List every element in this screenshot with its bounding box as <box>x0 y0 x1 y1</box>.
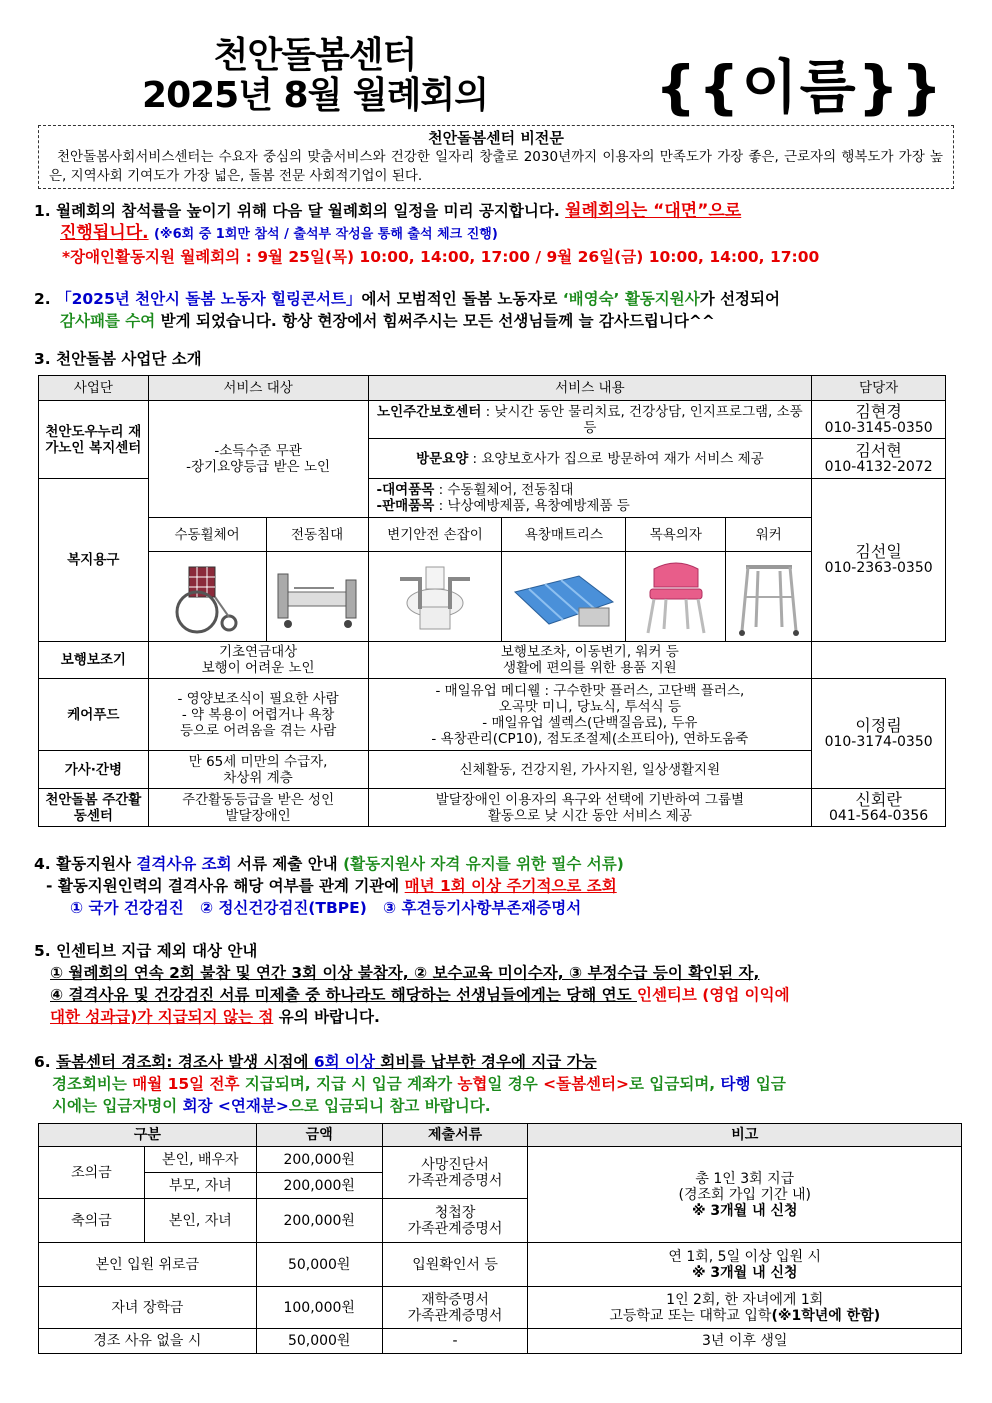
manager-phone: 010-2363-0350 <box>824 560 933 576</box>
section-2-number: 2. <box>34 290 51 308</box>
row-welfare-manager <box>812 479 946 642</box>
header-target: 서비스 대상 <box>148 376 368 401</box>
section-5 <box>34 940 962 1028</box>
gift-condolence-sub-a: 본인, 배우자 <box>144 1147 256 1173</box>
section-5-line3-red: 대한 성과급)가 지급되지 않는 점 <box>50 1008 274 1026</box>
section-1-schedule: *장애인활동지원 월례회의 : 9월 25일(목) 10:00, 14:00, 17:00 / 9월 26일(금) 10:00, 14:00, 17:00 <box>62 248 820 266</box>
mattress-icon <box>509 562 619 632</box>
gift-wedding: 축의금 <box>39 1199 145 1243</box>
section-5-line2: ④ 결격사유 및 건강검진 서류 미제출 중 하나라도 해당하는 선생님들에게는 당해 연도 <box>50 986 637 1004</box>
section-2 <box>34 288 962 332</box>
name-placeholder: {{이름}} <box>655 53 945 121</box>
bath-chair-icon <box>636 557 716 637</box>
manager-phone: 041-564-0356 <box>829 807 929 824</box>
gift-hospital-docs: 입원확인서 등 <box>382 1243 528 1287</box>
gift-birthday: 경조 사유 없을 시 <box>39 1329 257 1354</box>
gift-scholarship-note-b: 고등학교 또는 대학교 입학 <box>609 1307 772 1324</box>
title-line-1: 천안돌봄센터 <box>213 35 417 76</box>
bath-chair-image <box>626 552 726 642</box>
gift-hospital-note <box>528 1243 962 1287</box>
s6-l2e: 일 경우 <box>487 1075 544 1093</box>
section-6-title-d: 회비를 납부한 경우에 지급 가능 <box>374 1053 597 1071</box>
item-wheelchair: 수동휠체어 <box>148 518 266 552</box>
header-division: 사업단 <box>39 376 149 401</box>
gift-scholarship-amt: 100,000원 <box>256 1287 382 1329</box>
gift-note-a: 총 1인 3회 지급 (경조회 가입 기간 내) <box>678 1170 811 1203</box>
section-3-title <box>34 348 962 370</box>
gift-note-b: ※ 3개월 내 신청 <box>691 1202 798 1219</box>
row-day-activity-target: 주간활동등급을 받은 성인 발달장애인 <box>148 789 368 827</box>
gift-hospital-note-b: ※ 3개월 내 신청 <box>691 1264 798 1281</box>
section-5-line1: ① 월례회의 연속 2회 불참 및 연간 3회 이상 불참자, ② 보수교육 미이수자, ③ 부정수급 등이 확인된 자, <box>50 964 760 982</box>
business-table <box>38 375 946 827</box>
item-mattress: 욕창매트리스 <box>502 518 626 552</box>
section-2-award: 감사패를 수여 <box>60 312 156 330</box>
gift-hospital-amt: 50,000원 <box>256 1243 382 1287</box>
wheelchair-icon <box>167 557 247 637</box>
gift-header-docs: 제출서류 <box>382 1124 528 1147</box>
row-care-food-content: - 매일유업 메디웰 : 구수한맛 플러스, 고단백 플러스, 오곡맛 미니, 당뇨식, 투석식 등 - 매일유업 셀렉스(단백질음료), 두유 - 욕창관리(CP10), 점도조절제(소프티아), 연하도움죽 <box>368 679 812 751</box>
row-day-activity-name: 천안돌봄 주간활동센터 <box>39 789 149 827</box>
electric-bed-image <box>266 552 368 642</box>
s6-l2d: 농협 <box>457 1075 488 1093</box>
manager-name: 김현경 <box>855 401 902 421</box>
s6-l2b: 매월 15일 전후 <box>132 1075 240 1093</box>
section-5-line3: 유의 바랍니다. <box>273 1008 380 1026</box>
section-2-concert: 「2025년 천안시 돌봄 노동자 힐링콘서트」 <box>56 290 362 308</box>
rental-text: : 수동휠체어, 전동침대 <box>434 482 574 498</box>
gift-header-category: 구분 <box>39 1124 257 1147</box>
gift-condolence-amt-a: 200,000원 <box>256 1147 382 1173</box>
manager-phone: 010-3145-0350 <box>824 419 933 436</box>
manager-phone: 010-3174-0350 <box>824 733 933 750</box>
rental-label: -대여품목 <box>376 482 435 498</box>
walker-image <box>726 552 812 642</box>
section-2-text-a: 에서 모범적인 돌봄 노동자로 <box>361 290 558 308</box>
gift-condolence-note <box>528 1147 962 1243</box>
wheelchair-image <box>148 552 266 642</box>
row-home-care-target: -소득수준 무관 -장기요양등급 받은 노인 <box>148 401 368 518</box>
s6-l2h: 타행 <box>720 1075 751 1093</box>
section-5-title: 인센티브 지급 제외 대상 안내 <box>56 942 258 960</box>
row-housework-name: 가사·간병 <box>39 751 149 789</box>
section-3-number: 3. <box>34 350 51 368</box>
walker-icon <box>734 557 804 637</box>
visit-care-label: 방문요양 <box>416 450 469 467</box>
row-care-food-target: - 영양보조식이 필요한 사람 - 약 복용이 어렵거나 욕창 등으로 어려움을 겪는 사람 <box>148 679 368 751</box>
row-housework-target: 만 65세 미만의 수급자, 차상위 계층 <box>148 751 368 789</box>
s6-l2f: <돌봄센터> <box>543 1075 629 1093</box>
section-4 <box>34 853 962 919</box>
s6-l2i: 입금 <box>750 1075 786 1093</box>
gift-condolence-docs: 사망진단서 가족관계증명서 <box>382 1147 528 1199</box>
row-housework-content: 신체활동, 건강지원, 가사지원, 일상생활지원 <box>368 751 812 789</box>
gift-birthday-docs: - <box>382 1329 528 1354</box>
row-day-activity-content: 발달장애인 이용자의 욕구와 선택에 기반하여 그룹별 활동으로 낮 시간 동안 서비스 제공 <box>368 789 812 827</box>
day-care-label: 노인주간보호센터 <box>377 403 482 420</box>
section-6-number: 6. <box>34 1053 51 1071</box>
section-4-line2: - 활동지원인력의 결격사유 해당 여부를 관계 기관에 <box>46 877 405 895</box>
visit-care-text: : 요양보호사가 집으로 방문하여 재가 서비스 제공 <box>468 450 764 467</box>
gift-condolence-amt-b: 200,000원 <box>256 1173 382 1199</box>
section-6-title-b: 경조사 발생 시점에 <box>172 1053 314 1071</box>
day-care-text: : 낮시간 동안 물리치료, 건강상담, 인지프로그램, 소풍 등 <box>481 403 803 436</box>
vision-box <box>38 125 954 189</box>
gift-condolence-sub-b: 부모, 자녀 <box>144 1173 256 1199</box>
toilet-handle-icon <box>390 559 480 634</box>
section-5-number: 5. <box>34 942 51 960</box>
section-1-highlight-a: 월례회의는 “대면”으로 <box>565 201 742 221</box>
s6-l3a: 시에는 입금자명이 <box>52 1097 183 1115</box>
condolence-table <box>38 1123 962 1354</box>
section-1 <box>34 200 962 268</box>
section-4-number: 4. <box>34 855 51 873</box>
gift-hospital-note-a: 연 1회, 5일 이상 입원 시 <box>668 1248 822 1265</box>
gift-wedding-docs: 청첩장 가족관계증명서 <box>382 1199 528 1243</box>
header-content: 서비스 내용 <box>368 376 812 401</box>
row-day-care-manager <box>812 401 946 439</box>
gift-condolence: 조의금 <box>39 1147 145 1199</box>
section-3-title-text: 천안돌봄 사업단 소개 <box>56 350 202 368</box>
row-visit-care-manager <box>812 439 946 479</box>
row-home-care-name: 천안도우누리 재가노인 복지센터 <box>39 401 149 479</box>
section-4-text-a: 활동지원사 <box>56 855 131 873</box>
sale-label: -판매품목 <box>376 498 435 514</box>
row-welfare-equipment-name: 복지용구 <box>39 479 149 642</box>
manager-name: 김선일 <box>855 542 902 561</box>
section-6-title-a: 돌봄센터 경조회: <box>56 1053 173 1071</box>
row-walking-aid-content: 보행보조차, 이동변기, 워커 등 생활에 편의를 위한 용품 지원 <box>368 642 812 679</box>
vision-title: 천안돌봄센터 비전문 <box>428 129 564 147</box>
section-1-number: 1. <box>34 202 51 220</box>
section-4-highlight: 결격사유 조회 <box>136 855 232 873</box>
toilet-handle-image <box>368 552 502 642</box>
section-4-items: ① 국가 건강검진 ② 정신건강검진(TBPE) ③ 후견등기사항부존재증명서 <box>70 899 582 917</box>
vision-text: 천안돌봄사회서비스센터는 수요자 중심의 맞춤서비스와 건강한 일자리 창출로 2030년까지 이용자의 만족도가 가장 좋은, 근로자의 행복도가 가장 높은, 지역사회 기여도가 가장 넓은, 돌봄 전문 사회적기업이 된다. <box>49 149 943 184</box>
gift-wedding-sub: 본인, 자녀 <box>144 1199 256 1243</box>
section-2-text-b: 가 선정되어 <box>699 290 780 308</box>
gift-hospital: 본인 입원 위로금 <box>39 1243 257 1287</box>
gift-scholarship-docs: 재학증명서 가족관계증명서 <box>382 1287 528 1329</box>
item-toilet-handle: 변기안전 손잡이 <box>368 518 502 552</box>
page-title <box>115 36 515 116</box>
s6-l3b: 회장 <연재분> <box>182 1097 289 1115</box>
gift-birthday-note: 3년 이후 생일 <box>528 1329 962 1354</box>
section-1-highlight-b: 진행됩니다. <box>60 223 149 243</box>
row-day-activity-manager <box>812 789 946 827</box>
manager-phone: 010-4132-2072 <box>824 458 933 475</box>
electric-bed-icon <box>274 562 360 632</box>
section-4-note: (활동지원사 자격 유지를 위한 필수 서류) <box>343 855 624 873</box>
item-bath-chair: 목욕의자 <box>626 518 726 552</box>
section-2-text-c: 받게 되었습니다. 항상 현장에서 힘써주시는 모든 선생님들께 늘 감사드립니다^^ <box>155 312 715 330</box>
manager-name: 신회란 <box>855 789 902 809</box>
gift-header-amount: 금액 <box>256 1124 382 1147</box>
s6-l2a: 경조회비는 <box>52 1075 133 1093</box>
row-walking-aid-target: 기초연금대상 보행이 어려운 노인 <box>148 642 368 679</box>
row-care-food-manager <box>812 679 946 789</box>
section-1-text: 월례회의 참석률을 높이기 위해 다음 달 월례회의 일정을 미리 공지합니다. <box>56 202 560 220</box>
item-electric-bed: 전동침대 <box>266 518 368 552</box>
row-care-food-name: 케어푸드 <box>39 679 149 751</box>
row-welfare-items <box>368 479 812 518</box>
row-visit-care-content <box>368 439 812 479</box>
section-4-line2-red: 매년 1회 이상 주기적으로 조회 <box>404 877 617 895</box>
gift-scholarship-note <box>528 1287 962 1329</box>
gift-scholarship: 자녀 장학금 <box>39 1287 257 1329</box>
gift-header-note: 비고 <box>528 1124 962 1147</box>
gift-birthday-amt: 50,000원 <box>256 1329 382 1354</box>
row-day-care-content <box>368 401 812 439</box>
s6-l2c: 지급되며, 지급 시 입금 계좌가 <box>239 1075 458 1093</box>
title-line-2: 2025년 8월 월례회의 <box>142 75 488 116</box>
gift-wedding-amt: 200,000원 <box>256 1199 382 1243</box>
sale-text: : 낙상예방제품, 욕창예방제품 등 <box>434 498 630 514</box>
gift-scholarship-note-a: 1인 2회, 한 자녀에게 1회 <box>666 1291 824 1308</box>
header-manager: 담당자 <box>812 376 946 401</box>
s6-l2g: 로 입금되며, <box>629 1075 721 1093</box>
section-6-title-c: 6회 이상 <box>313 1053 375 1071</box>
s6-l3c: 으로 입금되니 참고 바랍니다. <box>288 1097 491 1115</box>
mattress-image <box>502 552 626 642</box>
manager-name: 이정림 <box>855 715 902 735</box>
section-5-line2-red: 인센티브 (영업 이익에 <box>636 986 790 1004</box>
section-2-person: ‘배영숙’ 활동지원사 <box>562 290 700 308</box>
item-walker: 워커 <box>726 518 812 552</box>
gift-scholarship-note-c: (※1학년에 한함) <box>771 1307 881 1324</box>
section-1-note: (※6회 중 1회만 참석 / 출석부 작성을 통해 출석 체크 진행) <box>153 227 498 242</box>
manager-name: 김서현 <box>855 440 902 460</box>
row-walking-aid-name: 보행보조기 <box>39 642 149 679</box>
section-6 <box>34 1051 962 1117</box>
section-4-text-b: 서류 제출 안내 <box>231 855 344 873</box>
